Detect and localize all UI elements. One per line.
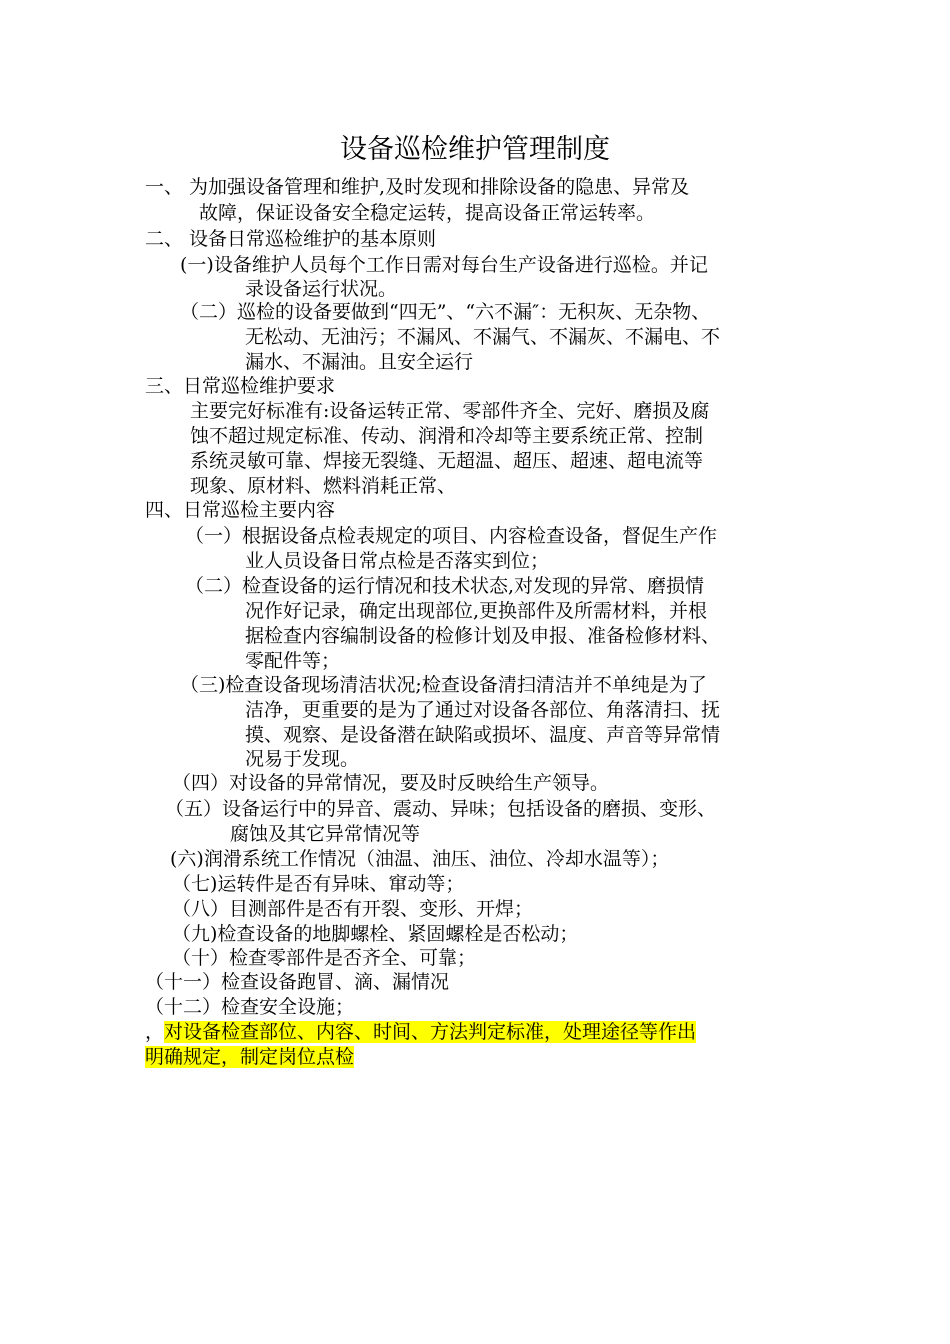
section-2-item-2-line-1: （二）巡检的设备要做到“四无”、“六不漏″：无积灰、无杂物、 — [180, 301, 711, 323]
section-3-line-4: 现象、原材料、燃料消耗正常、 — [190, 475, 457, 497]
section-4-item-2-line-3: 据检查内容编制设备的检修计划及申报、准备检修材料、 — [245, 625, 721, 647]
document-title: 设备巡检维护管理制度 — [340, 134, 610, 165]
section-4-item-3-line-4: 况易于发现。 — [245, 748, 360, 770]
section-4-item-3-line-3: 摸、观察、是设备潜在缺陷或损坏、温度、声音等异常情 — [245, 724, 721, 746]
section-4-item-1-line-1: （一）根据设备点检表规定的项目、内容检查设备，督促生产作 — [185, 525, 718, 547]
section-4-heading: 四、日常巡检主要内容 — [145, 499, 336, 521]
section-4-item-8: （八）目测部件是否有开裂、变形、开焊； — [172, 898, 534, 920]
section-4-item-7: （七)运转件是否有异味、窜动等； — [172, 873, 465, 895]
section-2-heading: 二、 设备日常巡检维护的基本原则 — [145, 228, 437, 250]
highlight-prefix: ， — [145, 1021, 165, 1043]
highlighted-line-1 — [145, 1019, 696, 1045]
section-4-item-5-line-1: （五）设备运行中的异音、震动、异味；包括设备的磨损、变形、 — [165, 798, 717, 820]
highlighted-line-2 — [145, 1044, 354, 1070]
section-1-line-1: 一、 为加强设备管理和维护,及时发现和排除设备的隐患、异常及 — [145, 176, 690, 198]
section-2-item-2-line-3: 漏水、不漏油。且安全运行 — [245, 351, 474, 373]
section-4-item-4: （四）对设备的异常情况，要及时反映给生产领导。 — [172, 772, 610, 794]
section-4-item-2-line-2: 况作好记录，确定出现部位,更换部件及所需材料，并根 — [245, 600, 708, 622]
section-2-item-2-line-2: 无松动、无油污；不漏风、不漏气、不漏灰、不漏电、不 — [245, 326, 721, 348]
section-4-item-11: （十一）检查设备跑冒、滴、漏情况 — [145, 971, 450, 993]
section-4-item-3-line-2: 洁净，更重要的是为了通过对设备各部位、角落清扫、抚 — [245, 699, 721, 721]
section-3-line-2: 蚀不超过规定标准、传动、润滑和冷却等主要系统正常、控制 — [190, 425, 704, 447]
section-4-item-12: （十二）检查安全设施； — [145, 996, 355, 1018]
highlighted-text-1: 对设备检查部位、内容、时间、方法判定标准，处理途径等作出 — [164, 1021, 697, 1043]
section-4-item-2-line-1: （二）检查设备的运行情况和技术状态,对发现的异常、磨损情 — [185, 575, 705, 597]
section-3-line-3: 系统灵敏可靠、焊接无裂缝、无超温、超压、超速、超电流等 — [190, 450, 704, 472]
section-3-heading: 三、日常巡检维护要求 — [145, 375, 336, 397]
section-1-line-2: 故障，保证设备安全稳定运转，提高设备正常运转率。 — [199, 202, 656, 224]
section-4-item-6: (六)润滑系统工作情况（油温、油压、油位、冷却水温等）； — [170, 848, 670, 870]
section-4-item-2-line-4: 零配件等； — [245, 650, 341, 672]
section-4-item-3-line-1: （三)检查设备现场清洁状况;检查设备清扫清洁并不单纯是为了 — [180, 674, 707, 696]
section-4-item-10: （十）检查零部件是否齐全、可靠； — [172, 947, 477, 969]
highlighted-text-2: 明确规定，制定岗位点检 — [145, 1046, 355, 1068]
section-2-item-1-line-1: (一)设备维护人员每个工作日需对每台生产设备进行巡检。并记 — [180, 254, 708, 276]
section-2-item-1-line-2: 录设备运行状况。 — [245, 278, 398, 300]
section-4-item-1-line-2: 业人员设备日常点检是否落实到位； — [245, 550, 550, 572]
section-3-line-1: 主要完好标准有:设备运转正常、零部件齐全、完好、磨损及腐 — [190, 400, 710, 422]
section-4-item-9: （九)检查设备的地脚螺栓、紧固螺栓是否松动； — [172, 923, 579, 945]
section-4-item-5-line-2: 腐蚀及其它异常情况等 — [230, 823, 421, 845]
